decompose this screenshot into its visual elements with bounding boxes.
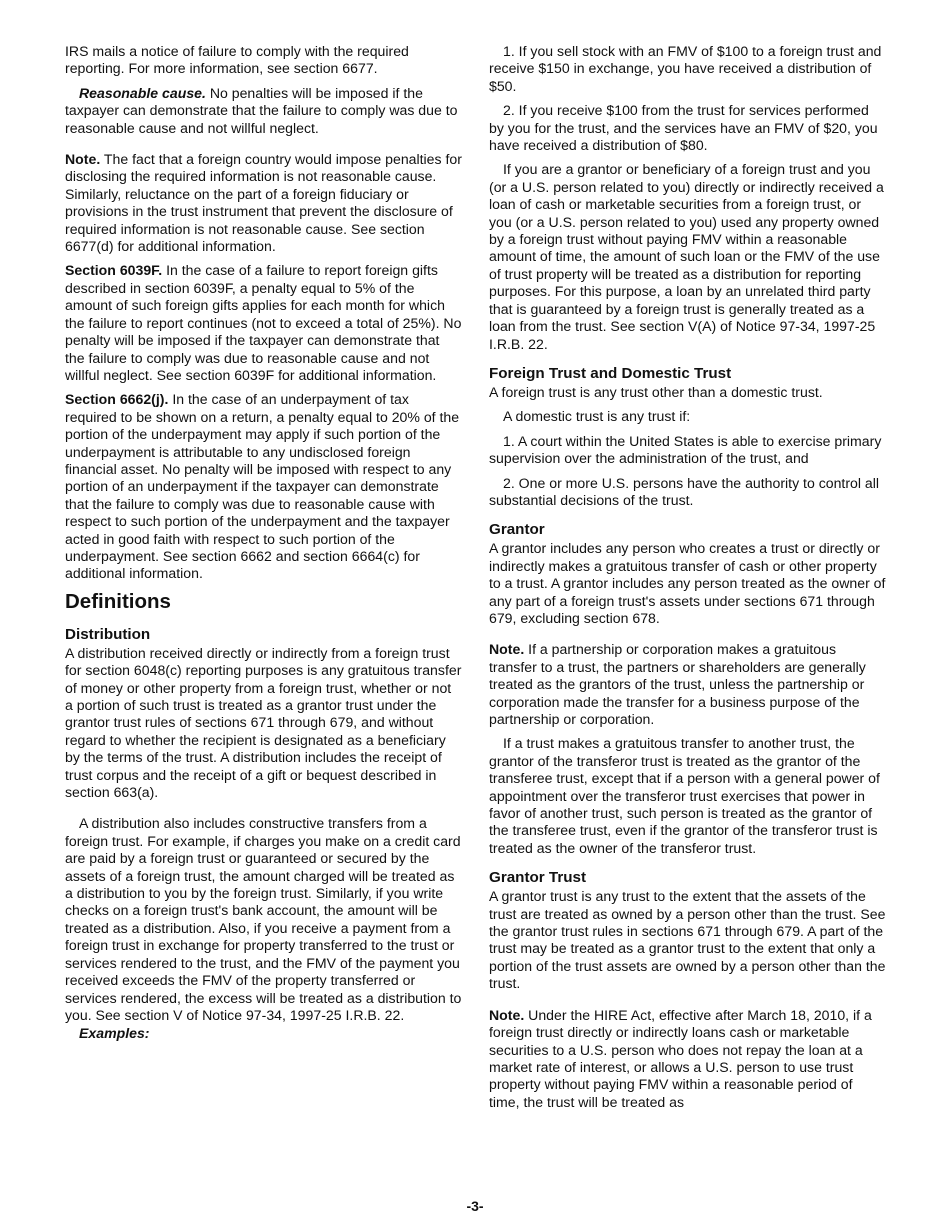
note-label: Note. [489,641,525,658]
reasonable-cause-label: Reasonable cause. [79,84,206,101]
domestic-trust-item-1: 1. A court within the United States is able to exercise primary supervision over the administration of the trust, and [489,432,882,467]
example-2: 2. If you receive $100 from the trust for services performed by you for the trust, and the services have an FMV of $20, you have received a distribution of $80. [489,102,878,154]
paragraph-section-6662j [65,391,462,582]
section-6662j-text: In the case of an underpayment of tax required to be shown on a return, a penalty equal to 20% of the portion of the underpayment may apply if such portion of the underpayment is attributable to any undisclosed foreign financial asset. No penalty will be imposed with respect to any portion of an underpayment if the taxpayer can demonstrate that the failure to comply was due to reasonable cause with respect to such portion of the underpayment and the taxpayer acted in good faith with respect to such portion of the underpayment. See section 6662 and section 6664(c) for additional information. [65,391,460,582]
page-number: -3- [466,1198,484,1214]
distribution-heading: Distribution [65,625,151,643]
paragraph-grantor-trust: A grantor trust is any trust to the extent that the assets of the trust are treated as owned by a person other than the trust. See the grantor trust rules in sections 671 through 679. A part of the trust may be treated as a grantor trust to the extent that only a portion of the trust assets are owned by a person other than the trust. [489,888,886,992]
examples-label: Examples: [79,1025,150,1042]
example-1: 1. If you sell stock with an FMV of $100 to a foreign trust and receive $150 in exchange, you have received a distribution of $50. [489,43,882,94]
paragraph-loans: If you are a grantor or beneficiary of a foreign trust and you (or a U.S. person related to you) directly or indirectly received a loan of cash or marketable securities from a foreign trust, or you (or a U.S. person related to you) used any property owned by a foreign trust without paying FMV within a reasonable amount of time, the amount of such loan or the FMV of the use of trust property will be treated as a distribution for reporting purposes. For this purpose, a loan by an unrelated third party that is guaranteed by a foreign trust is generally treated as a loan from the trust. See section V(A) of Notice 97-34, 1997-25 I.R.B. 22. [489,161,884,352]
left-column [65,43,462,1050]
right-column [489,43,886,1118]
paragraph-reasonable-cause [65,85,462,137]
note-foreign-country [65,151,462,255]
note-text: Under the HIRE Act, effective after March 18, 2010, if a foreign trust directly or indirectly loans cash or marketable securities to a U.S. person who does not repay the loan at a market rate of interest, or allows a U.S. person to use trust property without paying FMV within a reasonable period of time, the trust will be treated as [489,1006,872,1110]
note-hire-act [489,1007,886,1111]
paragraph-domestic-trust: A domestic trust is any trust if: [503,408,691,425]
section-6039f-label: Section 6039F. [65,262,163,279]
section-6039f-text: In the case of a failure to report foreign gifts described in section 6039F, a penalty equal to 5% of the amount of such foreign gifts applies for each month for which the failure to report continues (not to exceed a total of 25%). No penalty will be imposed if the taxpayer can demonstrate that the failure to comply was due to reasonable cause and not willful neglect. See section 6039F for additional information. [65,262,462,383]
domestic-trust-item-2: 2. One or more U.S. persons have the authority to control all substantial decisions of the trust. [489,474,880,508]
note-text: The fact that a foreign country would impose penalties for disclosing the required information is not reasonable cause. Similarly, reluctance on the part of a foreign fiduciary or provisions in the trust instrument that prevent the disclosure of required information is not reasonable cause. See section 6677(d) for additional information. [65,151,462,255]
note-label: Note. [489,1006,525,1023]
paragraph-distribution-1: A distribution received directly or indirectly from a foreign trust for section 6048(c) reporting purposes is any gratuitous transfer of money or other property from a foreign trust, whether or not a portion of such trust is treated as a grantor trust under the grantor trust rules of sections 671 through 679, and without regard to whether the recipient is designated as a beneficiary by the terms of the trust. A distribution includes the receipt of trust corpus and the receipt of a gift or bequest described in section 663(a). [65,644,462,801]
note-partnership [489,641,886,728]
note-text: If a partnership or corporation makes a gratuitous transfer to a trust, the partners or shareholders are generally treated as the grantors of the trust, unless the partnership or corporation made the transfer for a business purpose of the partnership or corporation. [489,641,866,727]
paragraph-grantor: A grantor includes any person who creates a trust or directly or indirectly makes a gratuitous transfer of cash or other property to a trust. A grantor includes any person treated as the owner of any part of a foreign trust's assets under sections 671 through 679, excluding section 678. [489,540,886,626]
definitions-heading: Definitions [65,589,171,613]
paragraph-section-6039f [65,262,462,384]
paragraph-distribution-2: A distribution also includes constructive transfers from a foreign trust. For example, if charges you make on a credit card are paid by a foreign trust or guaranteed or secured by the assets of a foreign trust, the amount charged will be treated as a distribution to you by the foreign trust. Similarly, if you write checks on a foreign trust's bank account, the amount will be treated as a distribution. Also, if you receive a payment from a foreign trust in exchange for property transferred to the trust or services rendered to the trust, and the FMV of the payment you received exceeds the FMV of the property transferred or services rendered, the excess will be treated as a distribution to you. See section V of Notice 97-34, 1997-25 I.R.B. 22. [65,815,462,1023]
paragraph-grantor-transfer: If a trust makes a gratuitous transfer to another trust, the grantor of the transferor trust is treated as the grantor of the transferee trust, except that if a person with a general power of appointment over the transferor trust exercises that power in favor of another trust, such person is treated as the grantor of the transferee trust, even if the grantor of the transferor trust is treated as the owner of the transferor trust. [489,735,880,856]
examples-label-line [65,1025,462,1042]
paragraph-intro: IRS mails a notice of failure to comply with the required reporting. For more information, see section 6677. [65,43,409,77]
reasonable-cause-text: No penalties will be imposed if the taxpayer can demonstrate that the failure to comply was due to reasonable cause and not willful neglect. [65,84,458,136]
paragraph-foreign-trust: A foreign trust is any trust other than a domestic trust. [489,383,823,400]
grantor-heading: Grantor [489,521,545,539]
grantor-trust-heading: Grantor Trust [489,869,587,887]
note-label: Note. [65,151,101,168]
foreign-trust-heading: Foreign Trust and Domestic Trust [489,364,732,382]
section-6662j-label: Section 6662(j). [65,391,169,408]
